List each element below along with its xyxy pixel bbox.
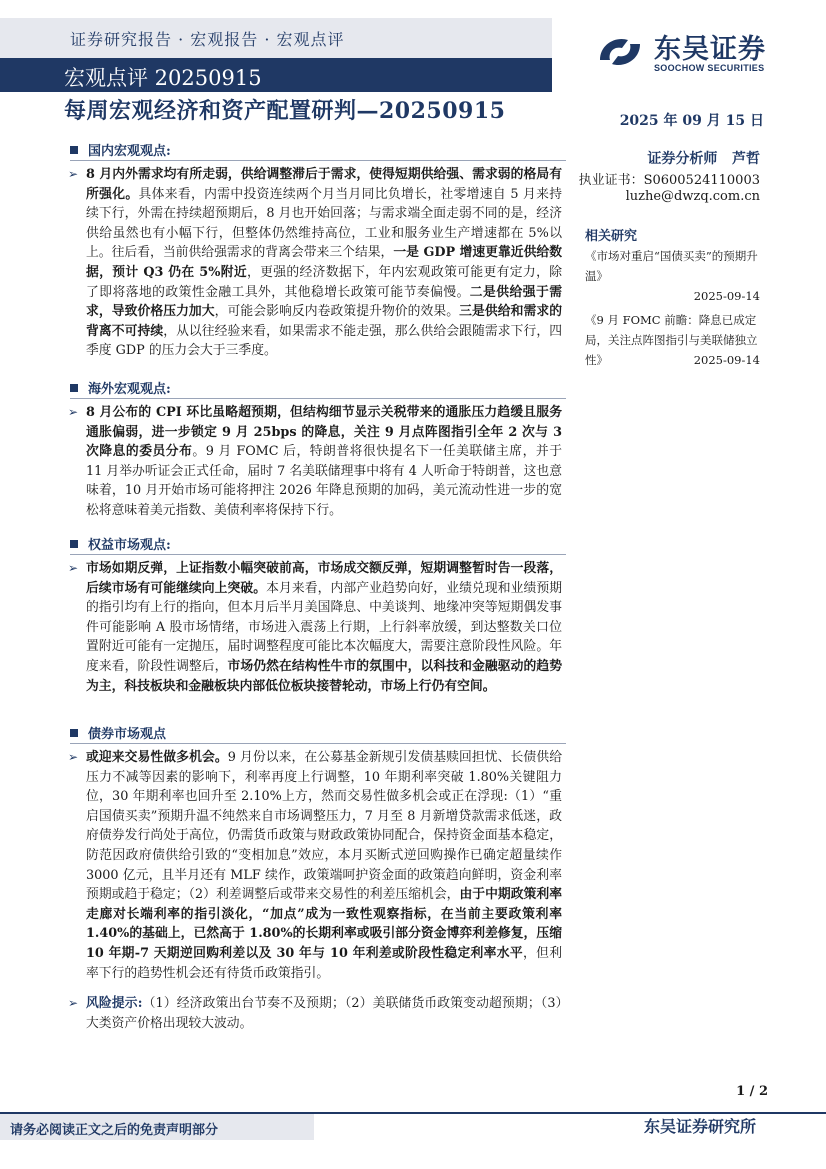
footer-disclaimer: 请务必阅读正文之后的免责声明部分 — [10, 1123, 219, 1138]
section-heading-overseas: 海外宏观观点: — [70, 378, 171, 397]
bullet-arrow-icon: ➢ — [68, 750, 79, 764]
document-title: 每周宏观经济和资产配置研判—20250915 — [64, 98, 506, 124]
section-divider — [70, 160, 566, 161]
related-item-date: 2025-09-14 — [693, 289, 760, 303]
paragraph-bond: ➢ 或迎来交易性做多机会。9 月份以来，在公募基金新规引发债基赎回担忧、长债供给压力不减等因素的影响下，利率再度上行调整，10 年期利率突破 1.80%关键阻力位，30 年期利率也回升至 2.10%上方，然而交易性做多机会或正在浮现:（1）“重启国债买卖”预期升温不纯然来自市场调整压力，7 月至 8 月新增贷款需求低迷，政府债券发行尚处于高位，仍需货币政策与财政政策协同配合，保持资金面基本稳定，防范因政府债供给引致的“变相加息”效应，本月买断式逆回购操作已确定超量续作 3000 亿元，且半月还有 MLF 续作，政策端呵护资金面的政策趋向鲜明，资金利率预期或趋于稳定；（2）利差调整后或带来交易性的利差压缩机会，由于中期政策利率走廊对长端利率的指引淡化，“加点”成为一致性观察指标，在当前主要政策利率 1.40%的基础上，已然高于 1.80%的长期利率或吸引部分资金博弈利差修复，压缩 10 年期-7 天期逆回购利差以及 30 年与 10 年利差或阶段性稳定利率水平，但利率下行的趋势性机会还有待货币政策指引。 — [68, 750, 563, 981]
bullet-arrow-icon: ➢ — [68, 167, 79, 181]
related-item[interactable]: 《市场对重启“国债买卖”的预期升温》 — [585, 249, 758, 283]
footer-disclaimer-bar — [0, 1114, 314, 1140]
paragraph-overseas: ➢ 8 月公布的 CPI 环比虽略超预期，但结构细节显示关税带来的通胀压力趋缓且服务通胀偏弱，进一步锁定 9 月 25bps 的降息，关注 9 月点阵图指引全年 2 次与 3 次降息的委员分布。9 月 FOMC 后，特朗普将很快提名下一任美联储主席，并于 11 月举办听证会正式任命，届时 7 名美联储理事中将有 4 人听命于特朗普，这也意味着，10 月开始市场可能将押注 2026 年降息预期的加码，美元流动性进一步的宽松将意味着美元指数、美债利率将保持下行。 — [68, 405, 562, 518]
section-divider — [70, 554, 566, 555]
section-heading-bond: 债券市场观点 — [70, 723, 166, 742]
risk-heading: 风险提示: — [86, 996, 143, 1011]
header-breadcrumb-bar — [0, 18, 552, 58]
related-research-title: 相关研究 — [585, 229, 638, 244]
paragraph-domestic: ➢ 8 月内外需求均有所走弱，供给调整滞后于需求，使得短期供给强、需求弱的格局有所强化。具体来看，内需中投资连续两个月当月同比负增长，社零增速自 5 月来持续下行，外需在持续超预期后，8 月也开始回落；与需求端全面走弱不同的是，经济供给虽然也有小幅下行，但整体仍然维持高位，工业和服务业生产增速都在 5%以上。往后看，当前供给强需求的背离会带来三个结果，一是 GDP 增速更靠近供给数据，预计 Q3 仍在 5%附近，更强的经济数据下，年内宏观政策可能更有定力，除了即将落地的政策性金融工具外，其他稳增长政策可能节奏偏慢。二是供给强于需求，导致价格压力加大，可能会影响反内卷政策提升物价的效果。三是供给和需求的背离不可持续，从以往经验来看，如果需求不能走强，那么供给会跟随需求下行，四季度 GDP 的压力会大于三季度。 — [68, 167, 563, 359]
logo-mark-icon — [596, 30, 644, 74]
page-number: 1 / 2 — [736, 1084, 768, 1099]
section-square-icon — [70, 540, 78, 548]
analyst-cert: 执业证书：S0600524110003 — [578, 173, 760, 188]
bullet-arrow-icon: ➢ — [68, 996, 79, 1010]
paragraph-risk: ➢ 风险提示:（1）经济政策出台节奏不及预期；（2）美联储货币政策变动超预期；（3）大类资产价格出现较大波动。 — [68, 996, 562, 1031]
paragraph-equity: ➢ 市场如期反弹，上证指数小幅突破前高，市场成交额反弹，短期调整暂时告一段落，后续市场有可能继续向上突破。本月来看，内部产业趋势向好，业绩兑现和业绩预期的指引均有上行的指向，但本月后半月美国降息、中美谈判、地缘冲突等短期偶发事件可能影响 A 股市场情绪，市场进入震荡上行期，上行斜率放缓，到达整数关口位置附近可能有一定抛压，届时调整程度可能比本次幅度大，需要注意阶段性风险。年度来看，阶段性调整后，市场仍然在结构性牛市的氛围中，以科技和金融驱动的趋势为主，科技板块和金融板块内部低位板块接替轮动，市场上行仍有空间。 — [68, 561, 563, 694]
related-item[interactable]: 《9 月 FOMC 前瞻：降息已成定局，关注点阵图指引与美联储独立性》 — [585, 313, 758, 367]
header-subtitle: 宏观点评 20250915 — [64, 66, 262, 90]
analyst-email[interactable]: luzhe@dwzq.com.cn — [625, 189, 760, 204]
report-date: 2025 年 09 月 15 日 — [619, 113, 764, 129]
analyst-name: 芦哲 — [732, 151, 760, 167]
logo-name-cn: 东吴证券 — [654, 34, 766, 65]
section-square-icon — [70, 146, 78, 154]
bullet-arrow-icon: ➢ — [68, 405, 79, 419]
bullet-arrow-icon: ➢ — [68, 561, 79, 575]
section-divider — [70, 398, 566, 399]
footer-organization: 东吴证券研究所 — [643, 1117, 756, 1136]
section-divider — [70, 743, 566, 744]
related-item-date: 2025-09-14 — [693, 353, 760, 367]
section-heading-domestic: 国内宏观观点: — [70, 140, 171, 159]
logo-name-en: SOOCHOW SECURITIES — [654, 63, 765, 73]
header-breadcrumb: 证券研究报告 · 宏观报告 · 宏观点评 — [70, 30, 345, 49]
analyst-label: 证券分析师 — [647, 151, 718, 167]
section-heading-equity: 权益市场观点: — [70, 534, 171, 553]
section-square-icon — [70, 384, 78, 392]
header-subtitle-bar — [0, 58, 552, 92]
company-logo — [596, 30, 770, 72]
analyst — [647, 148, 760, 168]
section-square-icon — [70, 729, 78, 737]
